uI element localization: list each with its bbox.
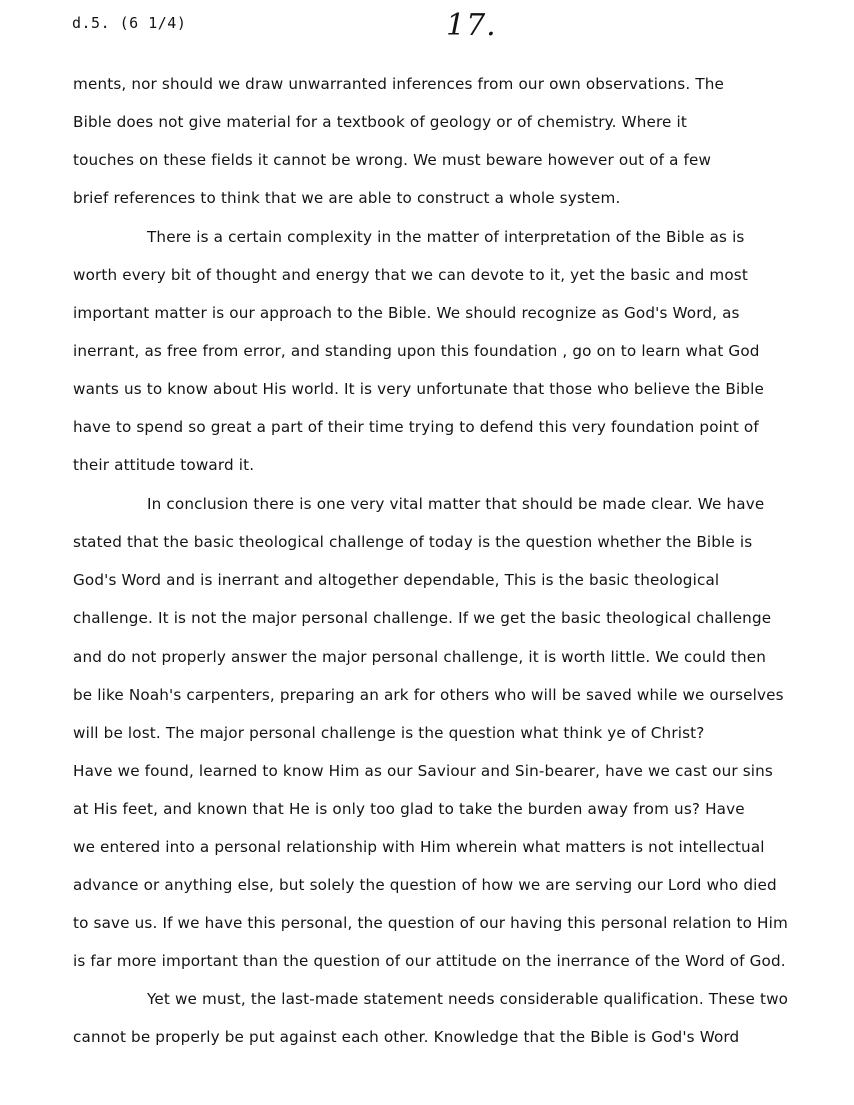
text-line: be like Noah's carpenters, preparing an ark for others who will be saved while we ourselves xyxy=(73,686,784,704)
text-line: Bible does not give material for a textbook of geology or of chemistry. Where it xyxy=(73,113,687,131)
text-line: worth every bit of thought and energy that we can devote to it, yet the basic and most xyxy=(73,266,748,284)
text-line: have to spend so great a part of their time trying to defend this very foundation point of xyxy=(73,418,759,436)
text-line: important matter is our approach to the Bible. We should recognize as God's Word, as xyxy=(73,304,740,322)
text-line: stated that the basic theological challenge of today is the question whether the Bible is xyxy=(73,533,753,551)
text-line: God's Word and is inerrant and altogether dependable, This is the basic theological xyxy=(73,571,720,589)
text-line: and do not properly answer the major personal challenge, it is worth little. We could then xyxy=(73,648,767,666)
text-line: cannot be properly be put against each other. Knowledge that the Bible is God's Word xyxy=(73,1028,740,1046)
text-line: advance or anything else, but solely the question of how we are serving our Lord who died xyxy=(73,876,777,894)
text-line: touches on these fields it cannot be wrong. We must beware however out of a few xyxy=(73,151,712,169)
text-line: inerrant, as free from error, and standing upon this foundation , go on to learn what God xyxy=(73,342,760,360)
page-number: 17. xyxy=(446,8,497,43)
text-line: their attitude toward it. xyxy=(73,456,255,474)
paragraph-first-line: Yet we must, the last-made statement needs considerable qualification. These two xyxy=(147,990,789,1008)
text-line: to save us. If we have this personal, the question of our having this personal relation to Him xyxy=(73,914,788,932)
paragraph-first-line: In conclusion there is one very vital matter that should be made clear. We have xyxy=(147,495,765,513)
text-line: Have we found, learned to know Him as our Saviour and Sin-bearer, have we cast our sins xyxy=(73,762,773,780)
paragraph-first-line: There is a certain complexity in the matter of interpretation of the Bible as is xyxy=(147,228,745,246)
text-line: challenge. It is not the major personal challenge. If we get the basic theological challenge xyxy=(73,609,772,627)
text-line: ments, nor should we draw unwarranted inferences from our own observations. The xyxy=(73,75,725,93)
document-reference: d.5. (6 1/4) xyxy=(72,14,187,32)
text-line: will be lost. The major personal challenge is the question what think ye of Christ? xyxy=(73,724,705,742)
text-line: brief references to think that we are able to construct a whole system. xyxy=(73,189,621,207)
text-line: we entered into a personal relationship with Him wherein what matters is not intellectual xyxy=(73,838,765,856)
text-line: is far more important than the question of our attitude on the inerrance of the Word of God. xyxy=(73,952,786,970)
text-line: at His feet, and known that He is only too glad to take the burden away from us? Have xyxy=(73,800,745,818)
text-line: wants us to know about His world. It is very unfortunate that those who believe the Bible xyxy=(73,380,765,398)
